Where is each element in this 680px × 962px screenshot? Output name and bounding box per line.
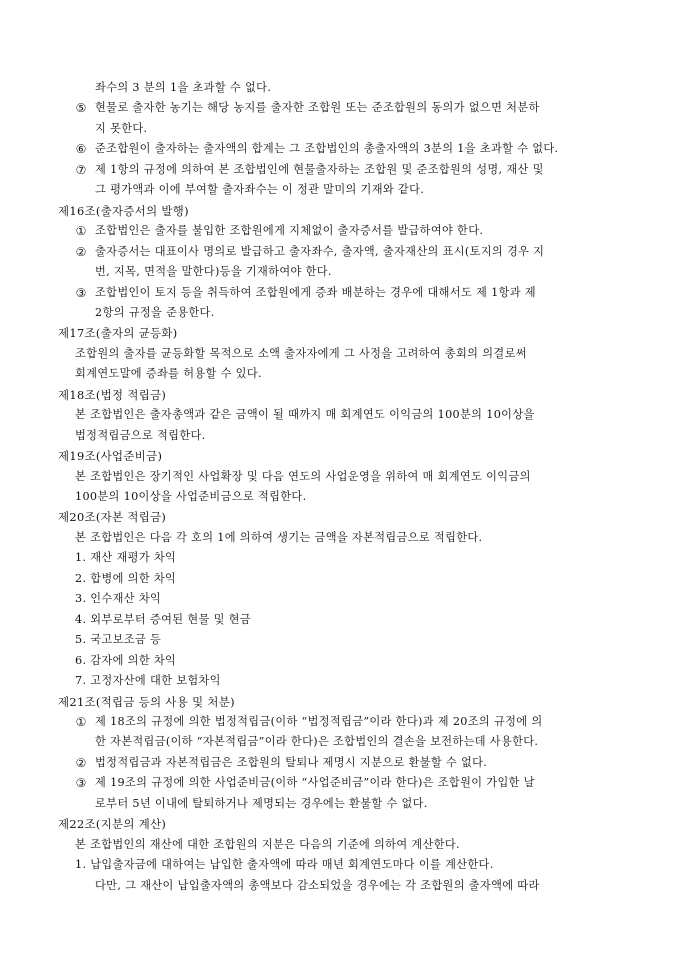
- text-line: [0, 589, 680, 609]
- article-title: 제18조(법정 적립금): [58, 387, 167, 402]
- line-text: 7. 고정자산에 대한 보험차익: [75, 674, 221, 688]
- clause-line: [0, 753, 680, 773]
- text-line: [0, 651, 680, 671]
- line-text: 조합원의 출자를 균등화할 목적으로 소액 출자자에게 그 사정을 고려하여 총회의 의결로써: [75, 346, 527, 360]
- text-line: [0, 262, 680, 282]
- clause-line: [0, 712, 680, 732]
- line-text: 2. 합병에 의한 차익: [75, 571, 177, 585]
- clause-number: ②: [75, 755, 87, 770]
- line-text: 본 조합법인은 출자총액과 같은 금액이 될 때까지 매 회계연도 이익금의 100분의 10이상을: [75, 408, 535, 422]
- article-title: 제17조(출자의 균등화): [58, 326, 178, 341]
- article-title: 제20조(자본 적립금): [58, 510, 167, 525]
- article-heading: [0, 201, 680, 221]
- line-text: 2항의 규정을 준용한다.: [95, 305, 215, 319]
- text-line: [0, 119, 680, 139]
- line-text: 제 19조의 규정에 의한 사업준비금(이하 “사업준비금”이라 한다)은 조합원이 가입한 날: [95, 776, 535, 790]
- clause-number: ⑥: [75, 142, 87, 157]
- line-text: 본 조합법인의 재산에 대한 조합원의 지분은 다음의 기준에 의하여 계산한다.: [75, 837, 460, 851]
- clause-number: ⑦: [75, 162, 87, 177]
- line-text: 5. 국고보조금 등: [75, 633, 162, 647]
- line-text: 조합법인이 토지 등을 취득하여 조합원에게 증좌 배분하는 경우에 대해서도 제 1항과 제: [95, 285, 536, 299]
- clause-number: ①: [75, 714, 87, 729]
- clause-number: ②: [75, 244, 87, 259]
- line-text: 제 1항의 규정에 의하여 본 조합법인에 현물출자하는 조합원 및 준조합원의 성명, 재산 및: [95, 162, 544, 176]
- line-text: 법정적립금으로 적립한다.: [75, 428, 206, 442]
- line-text: 4. 외부로부터 증여된 현물 및 현금: [75, 612, 251, 626]
- line-text: 본 조합법인은 장기적인 사업확장 및 다음 연도의 사업운영을 위하여 매 회계연도 이익금의: [75, 469, 531, 483]
- article-heading: [0, 446, 680, 466]
- text-line: [0, 528, 680, 548]
- line-text: 1. 납입출자금에 대하여는 납입한 출자액에 따라 매년 회계연도마다 이를 계산한다.: [75, 858, 494, 872]
- line-text: 한 자본적립금(이하 “자본적립금”이라 한다)은 조합법인의 결손을 보전하는데 사용한다.: [95, 735, 539, 749]
- text-line: [0, 855, 680, 875]
- article-title: 제22조(지분의 계산): [58, 817, 167, 832]
- text-line: [0, 876, 680, 896]
- article-title: 제19조(사업준비금): [58, 449, 163, 464]
- text-line: [0, 78, 680, 98]
- text-line: [0, 180, 680, 200]
- line-text: 다만, 그 재산이 납입출자액의 총액보다 감소되었을 경우에는 각 조합원의 출자액에 따라: [95, 878, 540, 892]
- line-text: 번, 지목, 면적을 말한다)등을 기재하여야 한다.: [95, 265, 332, 279]
- text-line: [0, 303, 680, 323]
- text-line: [0, 405, 680, 425]
- line-text: 지 못한다.: [95, 121, 148, 135]
- line-text: 출자증서는 대표이사 명의로 발급하고 출자좌수, 출자액, 출자재산의 표시(토지의 경우 지: [95, 244, 545, 258]
- line-text: 본 조합법인은 다음 각 호의 1에 의하여 생기는 금액을 자본적립금으로 적립한다.: [75, 530, 483, 544]
- text-line: [0, 569, 680, 589]
- line-text: 그 평가액과 이에 부여할 출자좌수는 이 정관 말미의 기재와 같다.: [95, 183, 425, 197]
- line-text: 조합법인은 출자를 불입한 조합원에게 지체없이 출자증서를 발급하여야 한다.: [95, 224, 484, 238]
- text-line: [0, 610, 680, 630]
- line-text: 현물로 출자한 농기는 해당 농지를 출자한 조합원 또는 준조합원의 동의가 없으면 처분하: [95, 101, 540, 115]
- text-line: [0, 835, 680, 855]
- clause-line: [0, 160, 680, 180]
- line-text: 로부터 5년 이내에 탈퇴하거나 제명되는 경우에는 환불할 수 없다.: [95, 796, 428, 810]
- text-line: [0, 487, 680, 507]
- text-line: [0, 671, 680, 691]
- text-line: [0, 364, 680, 384]
- line-text: 1. 재산 재평가 차익: [75, 551, 177, 565]
- line-text: 제 18조의 규정에 의한 법정적립금(이하 “법정적립금”이라 한다)과 제 20조의 규정에 의: [95, 714, 543, 728]
- line-text: 준조합원이 출자하는 출자액의 합계는 그 조합법인의 총출자액의 3분의 1을 초과할 수 없다.: [95, 142, 559, 156]
- article-heading: [0, 692, 680, 712]
- line-text: 회계연도말에 증좌를 허용할 수 있다.: [75, 367, 262, 381]
- line-text: 좌수의 3 분의 1을 초과할 수 없다.: [95, 81, 272, 94]
- article-heading: [0, 385, 680, 405]
- clause-number: ③: [75, 776, 87, 791]
- text-line: [0, 732, 680, 752]
- article-title: 제21조(적립금 등의 사용 및 처분): [58, 694, 235, 709]
- text-line: [0, 548, 680, 568]
- clause-line: [0, 98, 680, 118]
- article-heading: [0, 323, 680, 343]
- clause-number: ⑤: [75, 101, 87, 116]
- line-text: 100분의 10이상을 사업준비금으로 적립한다.: [75, 490, 307, 503]
- article-heading: [0, 507, 680, 527]
- article-heading: [0, 814, 680, 834]
- line-text: 법정적립금과 자본적립금은 조합원의 탈퇴나 제명시 지분으로 환불할 수 없다.: [95, 755, 488, 769]
- clause-number: ③: [75, 285, 87, 300]
- clause-line: [0, 221, 680, 241]
- clause-line: [0, 139, 680, 159]
- clause-line: [0, 773, 680, 793]
- clause-line: [0, 242, 680, 262]
- article-title: 제16조(출자증서의 발행): [58, 203, 189, 218]
- text-line: [0, 426, 680, 446]
- line-text: 6. 감자에 의한 차익: [75, 653, 177, 667]
- line-text: 3. 인수재산 차익: [75, 592, 162, 606]
- text-line: [0, 630, 680, 650]
- text-line: [0, 467, 680, 487]
- clause-line: [0, 283, 680, 303]
- clause-number: ①: [75, 224, 87, 239]
- text-line: [0, 344, 680, 364]
- text-line: [0, 794, 680, 814]
